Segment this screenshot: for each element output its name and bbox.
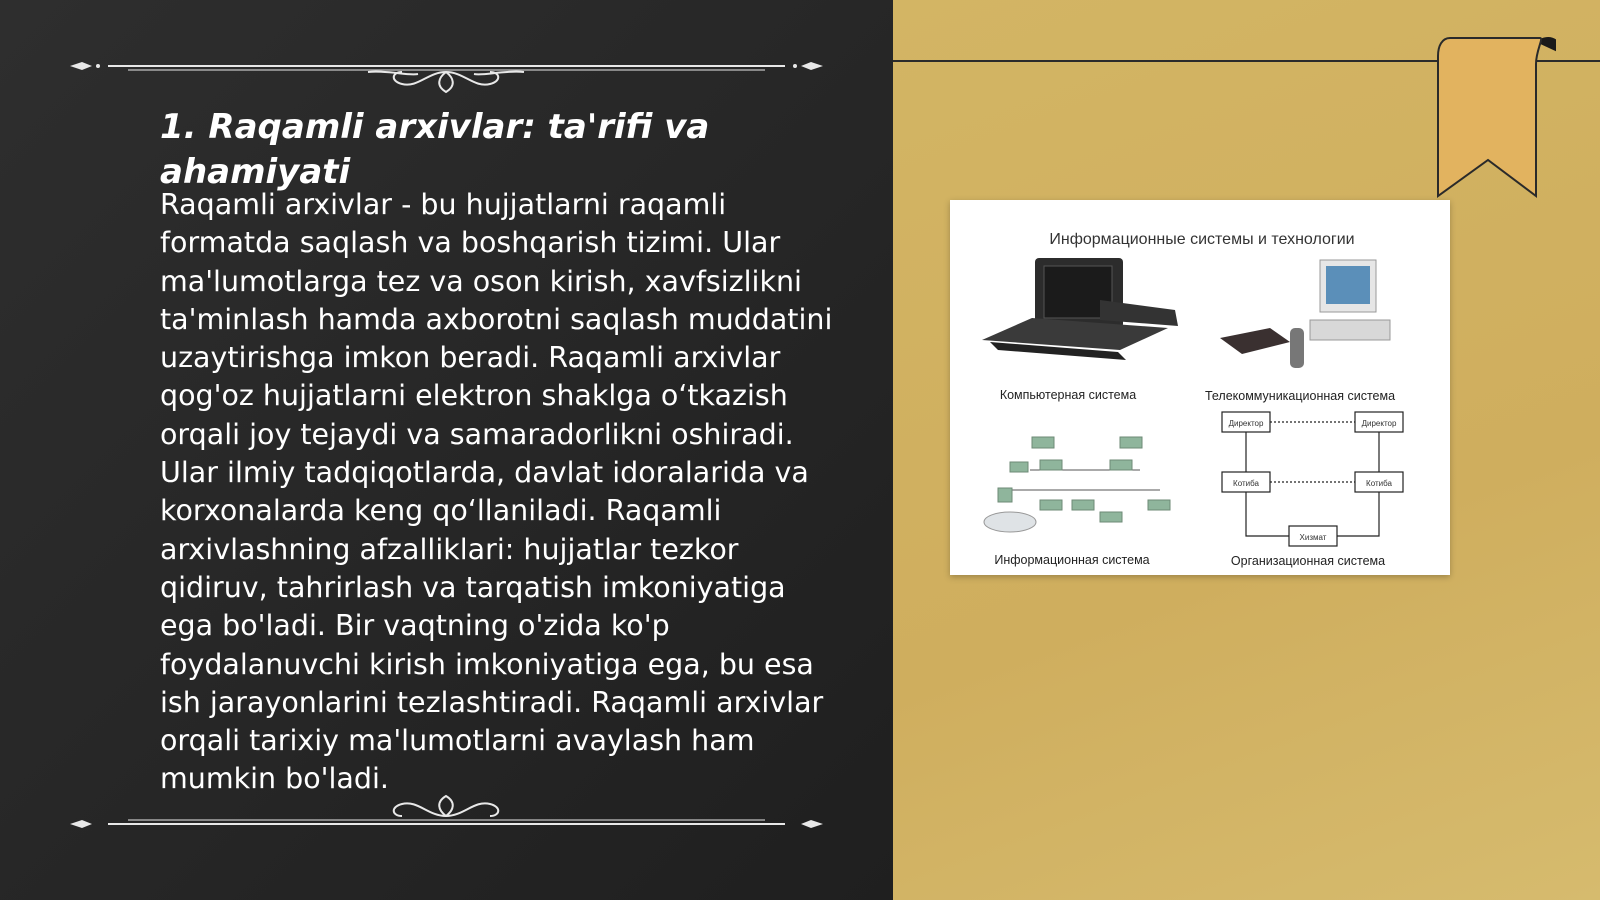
network-illustration [984, 437, 1170, 532]
org-box-mid-right: Котиба [1366, 479, 1392, 488]
caption-telecom-system: Телекоммуникационная система [1204, 389, 1396, 403]
top-ornament [68, 44, 825, 94]
caption-information-system: Информационная система [994, 553, 1150, 567]
caption-computer-system: Компьютерная система [999, 388, 1137, 402]
computer-illustration [982, 258, 1178, 360]
org-box-mid-left: Котиба [1233, 479, 1259, 488]
slide-title: 1. Raqamli arxivlar: ta'rifi va ahamiyati [160, 107, 710, 192]
org-box-top-left: Директор [1228, 419, 1264, 428]
org-box-bottom: Хизмат [1299, 533, 1327, 542]
figure-title: Информационные системы и технологии [1049, 231, 1355, 248]
slide-body-text: Raqamli arxivlar - bu hujjatlarni raqamli formatda saqlash va boshqarish tizimi. Ular ma'lumotlarga tez va oson kirish, xavfsizlikni ta'minlash hamda axborotni saqlash muddatini uzaytirishga imkon beradi. Raqamli arxivlar qog'oz hujjatlarni elektron shaklga o‘tkazish orqali joy tejaydi va samaradorlikni oshiradi. Ular ilmiy tadqiqotlarda, davlat idoralarida va korxonalarda keng qo‘llaniladi. Raqamli arxivlashning afzalliklari: hujjatlar tezkor qidiruv, tahrirlash va tarqatish imkoniyatiga ega bo'ladi. Bir vaqtning o'zida ko'p foydalanuvchi kirish imkoniyatiga ega, bu esa ish jarayonlarini tezlashtiradi. Raqamli arxivlar orqali tarixiy ma'lumotlarni avaylash ham mumkin bo'ladi. [160, 188, 833, 796]
info-systems-figure [950, 200, 1450, 575]
telecom-illustration [1220, 260, 1390, 368]
caption-organizational-system: Организационная система [1230, 554, 1386, 568]
org-box-top-right: Директор [1361, 419, 1397, 428]
bookmark-ribbon [1436, 36, 1556, 201]
